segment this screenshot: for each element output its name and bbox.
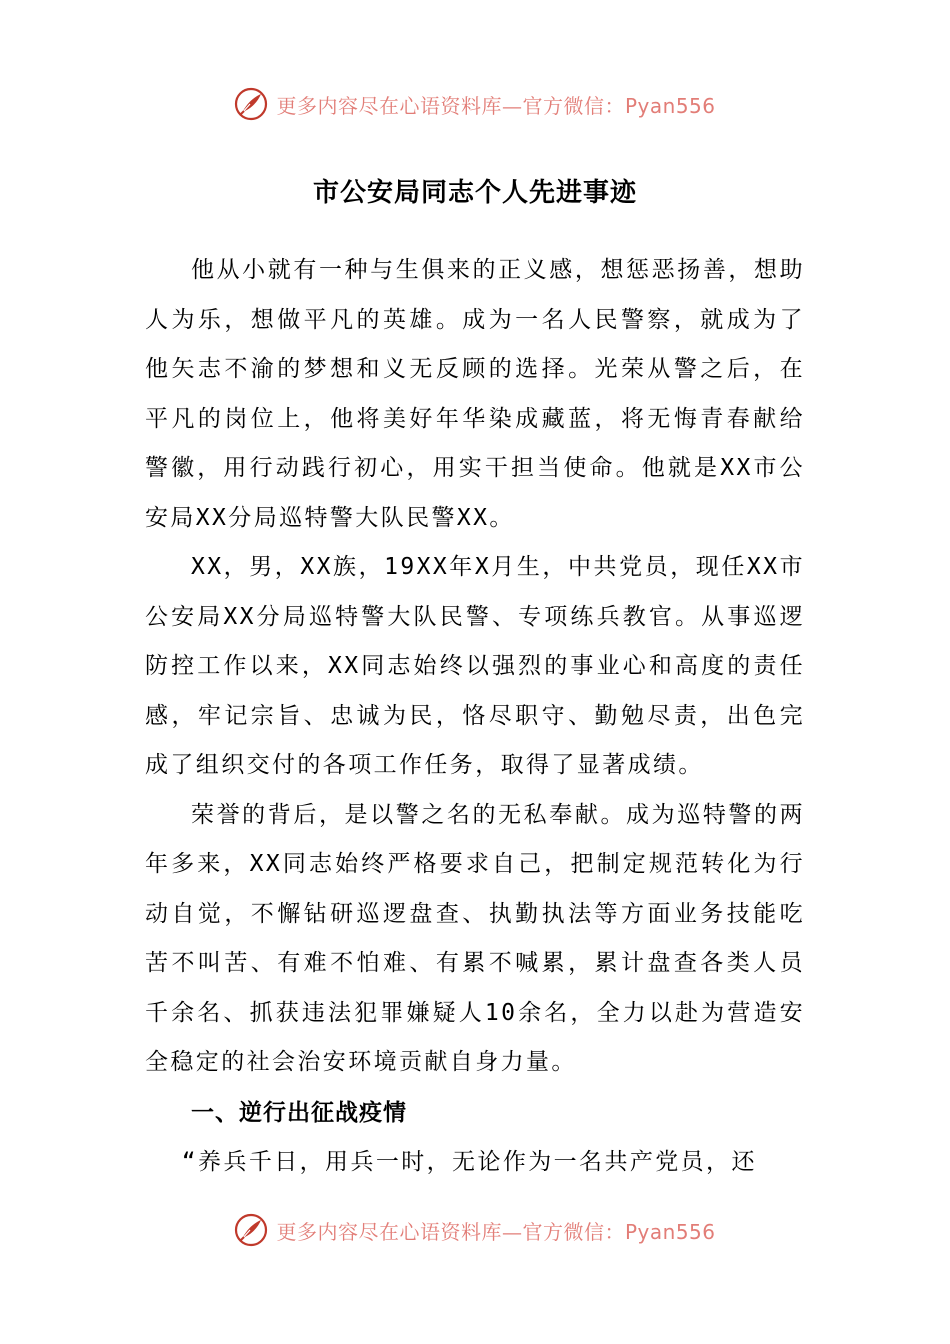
paragraph-1: 他从小就有一种与生俱来的正义感，想惩恶扬善，想助人为乐，想做平凡的英雄。成为一名人民警察，就成为了他矢志不渝的梦想和义无反顾的选择。光荣从警之后，在平凡的岗位上，他将美好年华染成藏蓝，将无悔青春献给警徽，用行动践行初心，用实干担当使命。他就是XX市公安局XX分局巡特警大队民警XX。	[145, 257, 805, 531]
paragraph-4: “养兵千日，用兵一时，无论作为一名共产党员，还	[181, 1148, 757, 1175]
paragraph-3: 荣誉的背后，是以警之名的无私奉献。成为巡特警的两年多来，XX同志始终严格要求自己，把制定规范转化为行动自觉，不懈钻研巡逻盘查、执勤执法等方面业务技能吃苦不叫苦、有难不怕难、有累不喊累，累计盘查各类人员千余名、抓获违法犯罪嫌疑人10余名，全力以赴为营造安全稳定的社会治安环境贡献自身力量。	[145, 801, 805, 1075]
watermark-text: 更多内容尽在心语资料库—官方微信：Pyan556	[276, 93, 716, 118]
footer-watermark	[0, 1210, 950, 1250]
section-heading: 一、逆行出征战疫情	[191, 1099, 407, 1126]
paragraph-2: XX，男，XX族，19XX年X月生，中共党员，现任XX市公安局XX分局巡特警大队民警、专项练兵教官。从事巡逻防控工作以来，XX同志始终以强烈的事业心和高度的责任感，牢记宗旨、忠诚为民，恪尽职守、勤勉尽责，出色完成了组织交付的各项工作任务，取得了显著成绩。	[145, 554, 805, 778]
quill-pen-logo-icon	[234, 1213, 268, 1247]
document-body	[145, 246, 805, 1187]
watermark-wechat-id: Pyan556	[624, 93, 716, 118]
header-watermark	[0, 84, 950, 124]
quill-pen-logo-icon	[234, 87, 268, 121]
watermark-wechat-id: Pyan556	[624, 1219, 716, 1244]
watermark-text: 更多内容尽在心语资料库—官方微信：Pyan556	[276, 1219, 716, 1244]
document-title: 市公安局同志个人先进事迹	[312, 178, 637, 208]
